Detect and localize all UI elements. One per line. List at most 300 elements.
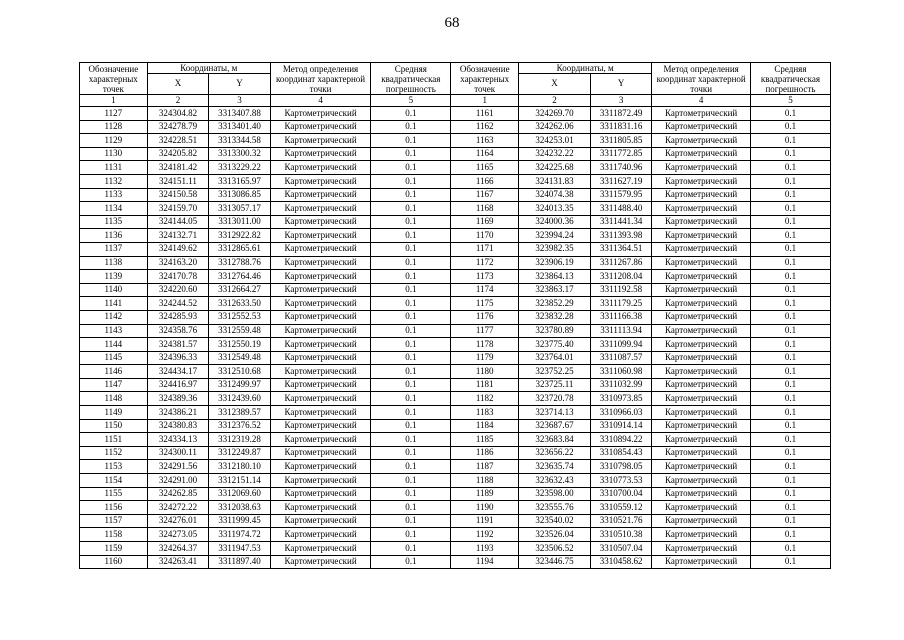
point-id-cell: 1162: [451, 120, 519, 134]
point-id-cell: 1183: [451, 406, 519, 420]
error-cell: 0.1: [371, 378, 451, 392]
x-coordinate-cell: 324416.97: [147, 378, 209, 392]
method-cell: Картометрический: [270, 215, 371, 229]
method-cell: Картометрический: [652, 501, 750, 515]
y-coordinate-cell: 3311192.58: [590, 283, 652, 297]
point-id-cell: 1177: [451, 324, 519, 338]
x-coordinate-cell: 324159.70: [147, 202, 209, 216]
error-cell: 0.1: [750, 161, 830, 175]
y-coordinate-cell: 3311831.16: [590, 120, 652, 134]
x-coordinate-cell: 324273.05: [147, 528, 209, 542]
point-id-cell: 1143: [80, 324, 148, 338]
error-cell: 0.1: [750, 514, 830, 528]
table-row: [80, 406, 831, 420]
y-coordinate-cell: 3312788.76: [209, 256, 271, 270]
error-cell: 0.1: [750, 460, 830, 474]
method-cell: Картометрический: [652, 378, 750, 392]
method-cell: Картометрический: [270, 542, 371, 556]
table-row: [80, 351, 831, 365]
header-coords: Координаты, м: [147, 63, 270, 74]
error-cell: 0.1: [750, 555, 830, 569]
y-coordinate-cell: 3312319.28: [209, 433, 271, 447]
x-coordinate-cell: 323635.74: [519, 460, 591, 474]
error-cell: 0.1: [750, 542, 830, 556]
error-cell: 0.1: [371, 365, 451, 379]
error-cell: 0.1: [750, 310, 830, 324]
error-cell: 0.1: [750, 242, 830, 256]
error-cell: 0.1: [371, 460, 451, 474]
point-id-cell: 1180: [451, 365, 519, 379]
method-cell: Картометрический: [270, 134, 371, 148]
table-row: [80, 107, 831, 121]
y-coordinate-cell: 3313086.85: [209, 188, 271, 202]
header-method: Метод определения координат характерной точки: [652, 63, 750, 95]
error-cell: 0.1: [750, 351, 830, 365]
error-cell: 0.1: [371, 514, 451, 528]
point-id-cell: 1166: [451, 174, 519, 188]
point-id-cell: 1141: [80, 297, 148, 311]
column-number: 2: [519, 95, 591, 107]
y-coordinate-cell: 3311267.86: [590, 256, 652, 270]
method-cell: Картометрический: [652, 514, 750, 528]
column-number-row: [80, 95, 831, 107]
error-cell: 0.1: [371, 501, 451, 515]
y-coordinate-cell: 3311872.49: [590, 107, 652, 121]
table-row: [80, 446, 831, 460]
y-coordinate-cell: 3310559.12: [590, 501, 652, 515]
point-id-cell: 1194: [451, 555, 519, 569]
table-row: [80, 542, 831, 556]
x-coordinate-cell: 323720.78: [519, 392, 591, 406]
y-coordinate-cell: 3312764.46: [209, 270, 271, 284]
error-cell: 0.1: [750, 378, 830, 392]
table-row: [80, 202, 831, 216]
error-cell: 0.1: [750, 528, 830, 542]
method-cell: Картометрический: [270, 487, 371, 501]
x-coordinate-cell: 323994.24: [519, 229, 591, 243]
method-cell: Картометрический: [652, 202, 750, 216]
x-coordinate-cell: 324205.82: [147, 147, 209, 161]
y-coordinate-cell: 3310894.22: [590, 433, 652, 447]
point-id-cell: 1193: [451, 542, 519, 556]
y-coordinate-cell: 3311099.94: [590, 338, 652, 352]
error-cell: 0.1: [371, 188, 451, 202]
point-id-cell: 1135: [80, 215, 148, 229]
column-number: 1: [80, 95, 148, 107]
x-coordinate-cell: 324272.22: [147, 501, 209, 515]
error-cell: 0.1: [750, 297, 830, 311]
x-coordinate-cell: 324228.51: [147, 134, 209, 148]
method-cell: Картометрический: [652, 310, 750, 324]
y-coordinate-cell: 3311441.34: [590, 215, 652, 229]
table-row: [80, 378, 831, 392]
y-coordinate-cell: 3312249.87: [209, 446, 271, 460]
table-row: [80, 283, 831, 297]
point-id-cell: 1132: [80, 174, 148, 188]
point-id-cell: 1172: [451, 256, 519, 270]
y-coordinate-cell: 3310510.38: [590, 528, 652, 542]
y-coordinate-cell: 3313057.17: [209, 202, 271, 216]
method-cell: Картометрический: [652, 433, 750, 447]
y-coordinate-cell: 3313407.88: [209, 107, 271, 121]
error-cell: 0.1: [371, 283, 451, 297]
method-cell: Картометрический: [652, 120, 750, 134]
y-coordinate-cell: 3311999.45: [209, 514, 271, 528]
y-coordinate-cell: 3311805.85: [590, 134, 652, 148]
y-coordinate-cell: 3311179.25: [590, 297, 652, 311]
method-cell: Картометрический: [652, 392, 750, 406]
method-cell: Картометрический: [270, 351, 371, 365]
method-cell: Картометрический: [652, 487, 750, 501]
method-cell: Картометрический: [652, 474, 750, 488]
y-coordinate-cell: 3310700.04: [590, 487, 652, 501]
point-id-cell: 1168: [451, 202, 519, 216]
x-coordinate-cell: 323714.13: [519, 406, 591, 420]
point-id-cell: 1146: [80, 365, 148, 379]
point-id-cell: 1170: [451, 229, 519, 243]
table-row: [80, 338, 831, 352]
table-row: [80, 474, 831, 488]
y-coordinate-cell: 3311060.98: [590, 365, 652, 379]
table-row: [80, 433, 831, 447]
method-cell: Картометрический: [652, 419, 750, 433]
method-cell: Картометрический: [270, 174, 371, 188]
point-id-cell: 1136: [80, 229, 148, 243]
method-cell: Картометрический: [652, 460, 750, 474]
table-row: [80, 501, 831, 515]
error-cell: 0.1: [371, 297, 451, 311]
point-id-cell: 1140: [80, 283, 148, 297]
method-cell: Картометрический: [270, 528, 371, 542]
header-error: Средняя квадратическая погрешность: [750, 63, 830, 95]
y-coordinate-cell: 3312510.68: [209, 365, 271, 379]
x-coordinate-cell: 324253.01: [519, 134, 591, 148]
point-id-cell: 1185: [451, 433, 519, 447]
x-coordinate-cell: 324380.83: [147, 419, 209, 433]
point-id-cell: 1139: [80, 270, 148, 284]
error-cell: 0.1: [750, 229, 830, 243]
method-cell: Картометрический: [652, 297, 750, 311]
y-coordinate-cell: 3311208.04: [590, 270, 652, 284]
x-coordinate-cell: 323506.52: [519, 542, 591, 556]
point-id-cell: 1181: [451, 378, 519, 392]
point-id-cell: 1151: [80, 433, 148, 447]
table-row: [80, 392, 831, 406]
y-coordinate-cell: 3310773.53: [590, 474, 652, 488]
point-id-cell: 1147: [80, 378, 148, 392]
error-cell: 0.1: [371, 310, 451, 324]
point-id-cell: 1169: [451, 215, 519, 229]
x-coordinate-cell: 324232.22: [519, 147, 591, 161]
x-coordinate-cell: 324000.36: [519, 215, 591, 229]
method-cell: Картометрический: [652, 555, 750, 569]
error-cell: 0.1: [371, 229, 451, 243]
point-id-cell: 1191: [451, 514, 519, 528]
point-id-cell: 1182: [451, 392, 519, 406]
error-cell: 0.1: [750, 338, 830, 352]
x-coordinate-cell: 324131.83: [519, 174, 591, 188]
x-coordinate-cell: 324334.13: [147, 433, 209, 447]
y-coordinate-cell: 3311032.99: [590, 378, 652, 392]
x-coordinate-cell: 324304.82: [147, 107, 209, 121]
error-cell: 0.1: [750, 174, 830, 188]
y-coordinate-cell: 3311947.53: [209, 542, 271, 556]
table-row: [80, 324, 831, 338]
header-method: Метод определения координат характерной точки: [270, 63, 371, 95]
error-cell: 0.1: [750, 134, 830, 148]
method-cell: Картометрический: [652, 134, 750, 148]
y-coordinate-cell: 3313165.97: [209, 174, 271, 188]
point-id-cell: 1161: [451, 107, 519, 121]
y-coordinate-cell: 3311579.95: [590, 188, 652, 202]
table-row: [80, 188, 831, 202]
coordinates-table: [79, 62, 831, 569]
point-id-cell: 1174: [451, 283, 519, 297]
error-cell: 0.1: [371, 446, 451, 460]
x-coordinate-cell: 323780.89: [519, 324, 591, 338]
y-coordinate-cell: 3310966.03: [590, 406, 652, 420]
x-coordinate-cell: 323982.35: [519, 242, 591, 256]
column-number: 5: [371, 95, 451, 107]
point-id-cell: 1142: [80, 310, 148, 324]
y-coordinate-cell: 3313011.00: [209, 215, 271, 229]
method-cell: Картометрический: [270, 392, 371, 406]
table-row: [80, 297, 831, 311]
error-cell: 0.1: [371, 419, 451, 433]
error-cell: 0.1: [371, 242, 451, 256]
point-id-cell: 1159: [80, 542, 148, 556]
error-cell: 0.1: [750, 419, 830, 433]
method-cell: Картометрический: [270, 365, 371, 379]
x-coordinate-cell: 324276.01: [147, 514, 209, 528]
x-coordinate-cell: 324434.17: [147, 365, 209, 379]
column-number: 4: [652, 95, 750, 107]
table-row: [80, 365, 831, 379]
x-coordinate-cell: 324220.60: [147, 283, 209, 297]
table-row: [80, 528, 831, 542]
point-id-cell: 1184: [451, 419, 519, 433]
y-coordinate-cell: 3312549.48: [209, 351, 271, 365]
method-cell: Картометрический: [652, 174, 750, 188]
x-coordinate-cell: 324262.85: [147, 487, 209, 501]
y-coordinate-cell: 3312633.50: [209, 297, 271, 311]
method-cell: Картометрический: [652, 147, 750, 161]
point-id-cell: 1130: [80, 147, 148, 161]
method-cell: Картометрический: [652, 406, 750, 420]
y-coordinate-cell: 3311113.94: [590, 324, 652, 338]
x-coordinate-cell: 324278.79: [147, 120, 209, 134]
error-cell: 0.1: [371, 433, 451, 447]
method-cell: Картометрический: [270, 242, 371, 256]
table-row: [80, 460, 831, 474]
method-cell: Картометрический: [270, 446, 371, 460]
method-cell: Картометрический: [652, 242, 750, 256]
table-row: [80, 147, 831, 161]
x-coordinate-cell: 324269.70: [519, 107, 591, 121]
x-coordinate-cell: 324358.76: [147, 324, 209, 338]
y-coordinate-cell: 3312664.27: [209, 283, 271, 297]
error-cell: 0.1: [371, 270, 451, 284]
table-row: [80, 242, 831, 256]
error-cell: 0.1: [371, 174, 451, 188]
x-coordinate-cell: 324264.37: [147, 542, 209, 556]
method-cell: Картометрический: [652, 351, 750, 365]
y-coordinate-cell: 3313229.22: [209, 161, 271, 175]
table-row: [80, 161, 831, 175]
x-coordinate-cell: 323683.84: [519, 433, 591, 447]
method-cell: Картометрический: [270, 324, 371, 338]
y-coordinate-cell: 3313344.58: [209, 134, 271, 148]
header-point: Обозначение характерных точек: [80, 63, 148, 95]
point-id-cell: 1192: [451, 528, 519, 542]
x-coordinate-cell: 324381.57: [147, 338, 209, 352]
method-cell: Картометрический: [652, 283, 750, 297]
method-cell: Картометрический: [270, 188, 371, 202]
method-cell: Картометрический: [270, 460, 371, 474]
point-id-cell: 1128: [80, 120, 148, 134]
table-row: [80, 120, 831, 134]
method-cell: Картометрический: [652, 528, 750, 542]
error-cell: 0.1: [750, 365, 830, 379]
table-row: [80, 310, 831, 324]
column-number: 2: [147, 95, 209, 107]
method-cell: Картометрический: [270, 514, 371, 528]
y-coordinate-cell: 3312439.60: [209, 392, 271, 406]
error-cell: 0.1: [750, 474, 830, 488]
x-coordinate-cell: 323852.29: [519, 297, 591, 311]
method-cell: Картометрический: [270, 433, 371, 447]
x-coordinate-cell: 324396.33: [147, 351, 209, 365]
point-id-cell: 1157: [80, 514, 148, 528]
error-cell: 0.1: [371, 406, 451, 420]
header-error: Средняя квадратическая погрешность: [371, 63, 451, 95]
y-coordinate-cell: 3312038.63: [209, 501, 271, 515]
error-cell: 0.1: [371, 215, 451, 229]
x-coordinate-cell: 324244.52: [147, 297, 209, 311]
point-id-cell: 1175: [451, 297, 519, 311]
point-id-cell: 1160: [80, 555, 148, 569]
error-cell: 0.1: [371, 392, 451, 406]
x-coordinate-cell: 324144.05: [147, 215, 209, 229]
method-cell: Картометрический: [652, 446, 750, 460]
y-coordinate-cell: 3313401.40: [209, 120, 271, 134]
x-coordinate-cell: 324149.62: [147, 242, 209, 256]
point-id-cell: 1152: [80, 446, 148, 460]
y-coordinate-cell: 3310798.05: [590, 460, 652, 474]
table-row: [80, 215, 831, 229]
y-coordinate-cell: 3312559.48: [209, 324, 271, 338]
x-coordinate-cell: 324263.41: [147, 555, 209, 569]
method-cell: Картометрический: [270, 256, 371, 270]
y-coordinate-cell: 3312180.10: [209, 460, 271, 474]
x-coordinate-cell: 324225.68: [519, 161, 591, 175]
x-coordinate-cell: 323687.67: [519, 419, 591, 433]
method-cell: Картометрический: [652, 256, 750, 270]
x-coordinate-cell: 324013.35: [519, 202, 591, 216]
point-id-cell: 1153: [80, 460, 148, 474]
error-cell: 0.1: [371, 542, 451, 556]
method-cell: Картометрический: [652, 215, 750, 229]
point-id-cell: 1150: [80, 419, 148, 433]
x-coordinate-cell: 323752.25: [519, 365, 591, 379]
header-y: Y: [590, 74, 652, 95]
x-coordinate-cell: 324300.11: [147, 446, 209, 460]
error-cell: 0.1: [750, 501, 830, 515]
point-id-cell: 1179: [451, 351, 519, 365]
error-cell: 0.1: [371, 474, 451, 488]
y-coordinate-cell: 3310458.62: [590, 555, 652, 569]
method-cell: Картометрический: [652, 365, 750, 379]
error-cell: 0.1: [750, 202, 830, 216]
error-cell: 0.1: [750, 147, 830, 161]
y-coordinate-cell: 3310973.85: [590, 392, 652, 406]
x-coordinate-cell: 323526.04: [519, 528, 591, 542]
method-cell: Картометрический: [652, 229, 750, 243]
error-cell: 0.1: [371, 528, 451, 542]
x-coordinate-cell: 323906.19: [519, 256, 591, 270]
error-cell: 0.1: [371, 324, 451, 338]
error-cell: 0.1: [750, 283, 830, 297]
method-cell: Картометрический: [652, 107, 750, 121]
method-cell: Картометрический: [652, 270, 750, 284]
x-coordinate-cell: 323555.76: [519, 501, 591, 515]
x-coordinate-cell: 323446.75: [519, 555, 591, 569]
x-coordinate-cell: 324150.58: [147, 188, 209, 202]
y-coordinate-cell: 3312552.53: [209, 310, 271, 324]
point-id-cell: 1144: [80, 338, 148, 352]
table-row: [80, 514, 831, 528]
error-cell: 0.1: [371, 202, 451, 216]
y-coordinate-cell: 3312499.97: [209, 378, 271, 392]
method-cell: Картометрический: [270, 338, 371, 352]
x-coordinate-cell: 323864.13: [519, 270, 591, 284]
point-id-cell: 1186: [451, 446, 519, 460]
method-cell: Картометрический: [270, 419, 371, 433]
y-coordinate-cell: 3311166.38: [590, 310, 652, 324]
header-y: Y: [209, 74, 271, 95]
error-cell: 0.1: [750, 487, 830, 501]
error-cell: 0.1: [750, 324, 830, 338]
error-cell: 0.1: [371, 351, 451, 365]
x-coordinate-cell: 324132.71: [147, 229, 209, 243]
x-coordinate-cell: 324389.36: [147, 392, 209, 406]
y-coordinate-cell: 3311627.19: [590, 174, 652, 188]
x-coordinate-cell: 324386.21: [147, 406, 209, 420]
method-cell: Картометрический: [270, 297, 371, 311]
x-coordinate-cell: 324291.00: [147, 474, 209, 488]
error-cell: 0.1: [750, 406, 830, 420]
header-point: Обозначение характерных точек: [451, 63, 519, 95]
x-coordinate-cell: 324291.56: [147, 460, 209, 474]
y-coordinate-cell: 3311974.72: [209, 528, 271, 542]
table-row: [80, 270, 831, 284]
point-id-cell: 1134: [80, 202, 148, 216]
y-coordinate-cell: 3310521.76: [590, 514, 652, 528]
y-coordinate-cell: 3312389.57: [209, 406, 271, 420]
column-number: 3: [209, 95, 271, 107]
method-cell: Картометрический: [270, 107, 371, 121]
x-coordinate-cell: 323725.11: [519, 378, 591, 392]
error-cell: 0.1: [371, 555, 451, 569]
method-cell: Картометрический: [652, 188, 750, 202]
error-cell: 0.1: [371, 120, 451, 134]
point-id-cell: 1173: [451, 270, 519, 284]
x-coordinate-cell: 323540.02: [519, 514, 591, 528]
point-id-cell: 1190: [451, 501, 519, 515]
y-coordinate-cell: 3310854.43: [590, 446, 652, 460]
point-id-cell: 1178: [451, 338, 519, 352]
error-cell: 0.1: [371, 256, 451, 270]
